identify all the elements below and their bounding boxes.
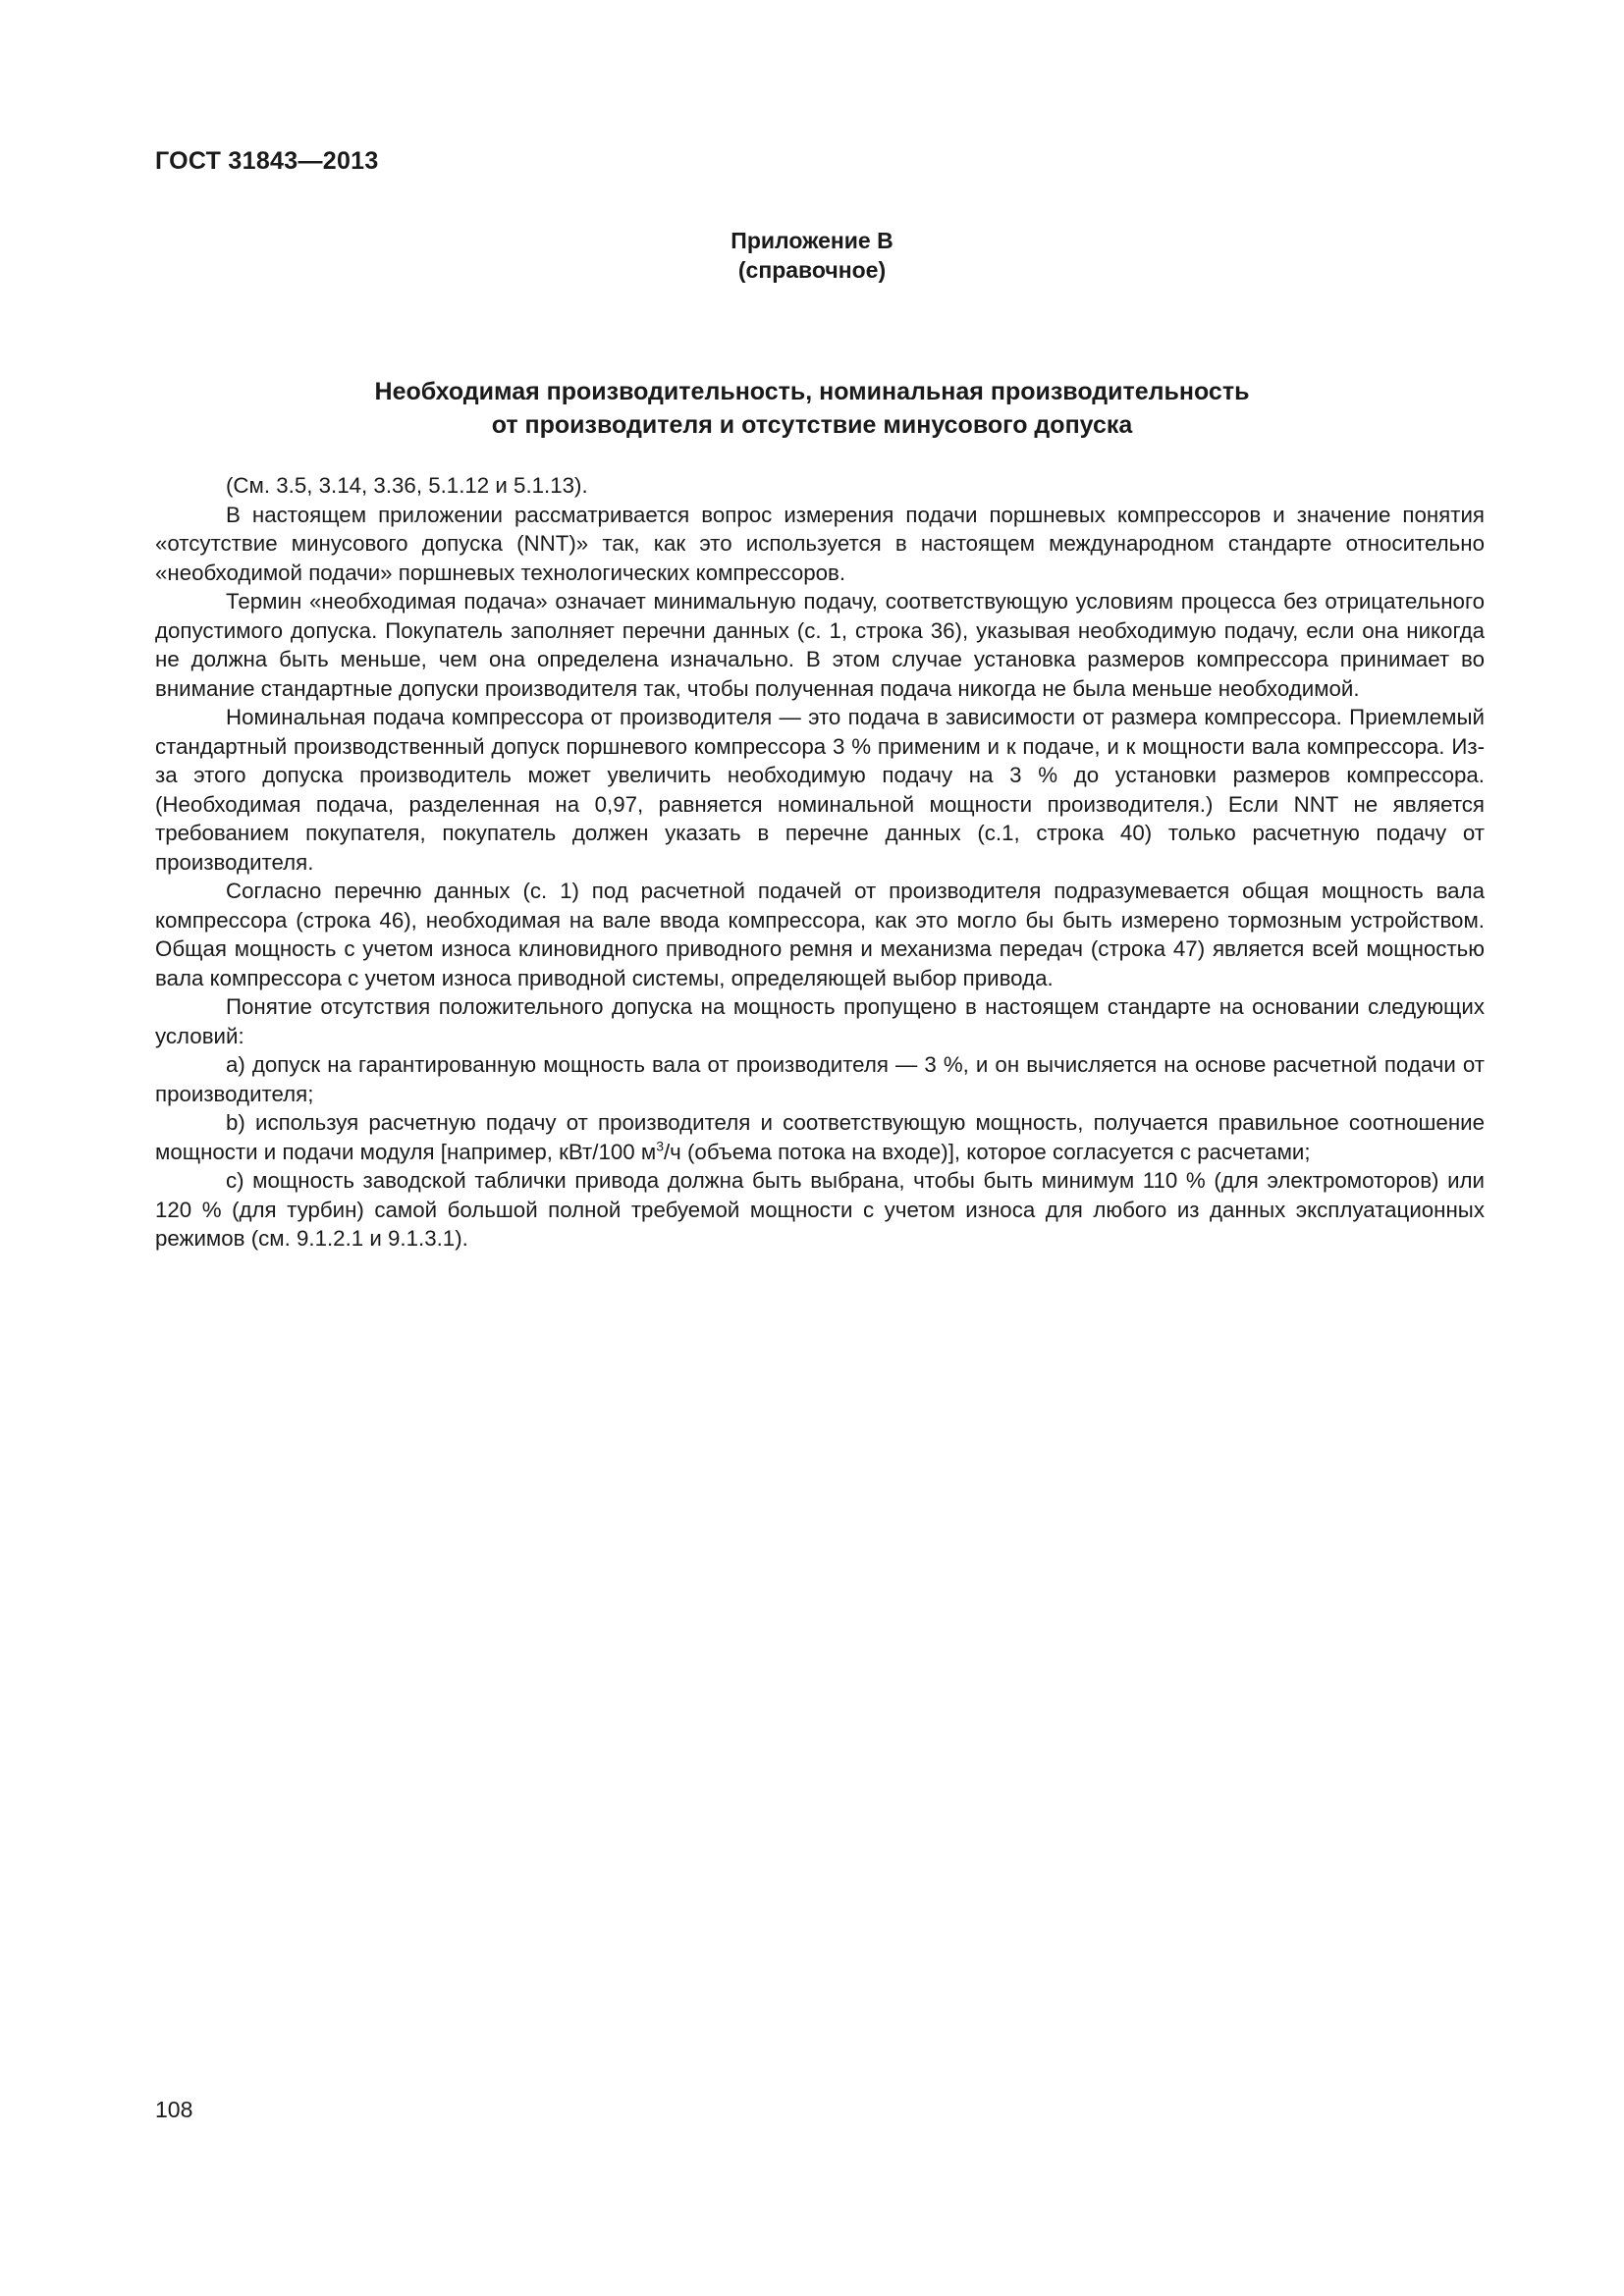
annex-title-line-2: от производителя и отсутствие минусового допуска [491, 411, 1133, 439]
page-number: 108 [155, 2097, 193, 2122]
paragraph-conditions: Понятие отсутствия положительного допуска на мощность пропущено в настоящем стандарте на основании следующих условий: [155, 994, 1485, 1048]
list-item-b-text-1: b) используя расчетную подачу от производителя и соответствующую мощность, получается правильное соотношение мощности и подачи модуля [например, кВт/100 м [155, 1110, 1485, 1164]
paragraph-data-sheet: Согласно перечню данных (с. 1) под расчетной подачей от производителя подразумевается общая мощность вала компрессора (строка 46), необходимая на вале ввода компрессора, как это могло бы быть измерено тормозным устройством. Общая мощность с учетом износа клиновидного приводного ремня и механизма передач (строка 47) является всей мощностью вала компрессора с учетом износа приводной системы, определяющей выбор привода. [155, 879, 1485, 990]
list-item-c: c) мощность заводской таблички привода должна быть выбрана, чтобы быть минимум 110 % (для электромоторов) или 120 % (для турбин) самой большой полной требуемой мощности с учетом износа для любого из данных эксплуатационных режимов (см. 9.1.2.1 и 9.1.3.1). [155, 1168, 1485, 1251]
body-text [155, 471, 1485, 1254]
paragraph-nominal-flow: Номинальная подача компрессора от производителя — это подача в зависимости от размера компрессора. Приемлемый стандартный производственный допуск поршневого компрессора 3 % применим и к подаче, и к мощности вала компрессора. Из-за этого допуска производитель может увеличить необходимую подачу на 3 % до установки размеров компрессора. (Необходимая подача, разделенная на 0,97, равняется номинальной мощности производителя.) Если NNT не является требованием покупателя, покупатель должен указать в перечне данных (с.1, строка 40) только расчетную подачу от производителя. [155, 705, 1485, 875]
superscript-cubic: 3 [656, 1138, 664, 1154]
annex-status: (справочное) [737, 257, 887, 283]
paragraph-reference: (См. 3.5, 3.14, 3.36, 5.1.12 и 5.1.13). [226, 473, 588, 498]
annex-label: Приложение В [731, 228, 893, 253]
annex-heading [0, 226, 1624, 285]
paragraph-required-flow: Термин «необходимая подача» означает минимальную подачу, соответствующую условиям процесса без отрицательного допустимого допуска. Покупатель заполняет перечни данных (с. 1, строка 36), указывая необходимую подачу, если она никогда не должна быть меньше, чем она определена изначально. В этом случае установка размеров компрессора принимает во внимание стандартные допуски производителя так, чтобы полученная подача никогда не была меньше необходимой. [155, 589, 1485, 701]
document-code: ГОСТ 31843—2013 [155, 147, 379, 175]
list-item-b-text-2: /ч (объема потока на входе)], которое согласуется с расчетами; [663, 1139, 1311, 1164]
paragraph-intro: В настоящем приложении рассматривается вопрос измерения подачи поршневых компрессоров и значение понятия «отсутствие минусового допуска (NNT)» так, как это используется в настоящем международном стандарте относительно «необходимой подачи» поршневых технологических компрессоров. [155, 502, 1485, 585]
list-item-a: а) допуск на гарантированную мощность вала от производителя — 3 %, и он вычисляется на основе расчетной подачи от производителя; [155, 1052, 1485, 1106]
annex-title [295, 375, 1329, 442]
list-item-b [155, 1108, 1485, 1166]
annex-title-line-1: Необходимая производительность, номинальная производительность [374, 378, 1250, 405]
